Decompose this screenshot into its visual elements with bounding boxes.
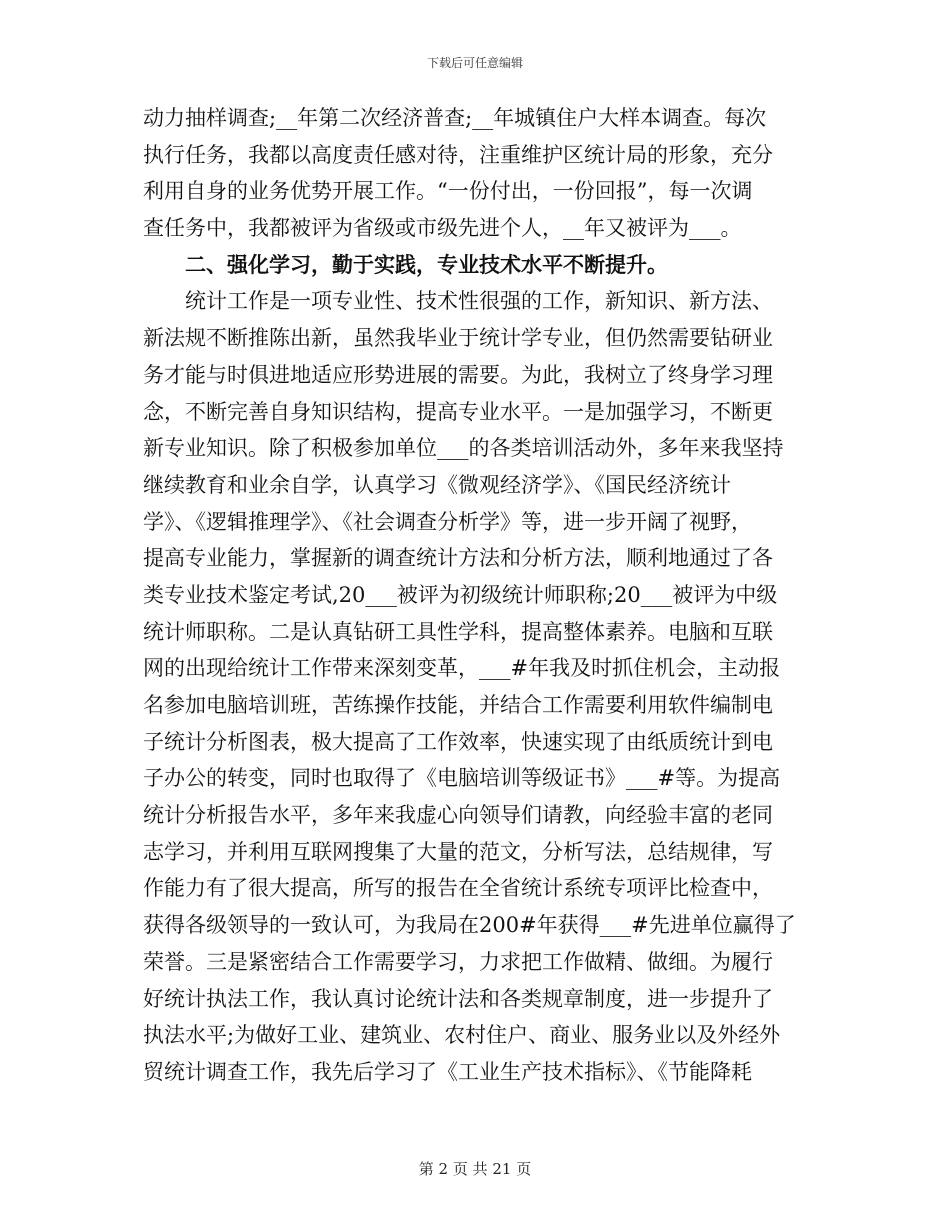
text-line: 名参加电脑培训班，苦练操作技能，并结合工作需要利用软件编制电 — [143, 693, 773, 717]
text-line: 新专业知识。除了积极参加单位___的各类培训活动外，多年来我坚持 — [143, 436, 784, 461]
text-line: 统计师职称。二是认真钻研工具性学科，提高整体素养。电脑和互联 — [143, 619, 773, 644]
text-line: 网的出现给统计工作带来深刻变革，___#年我及时抓住机会，主动报 — [143, 656, 781, 681]
page-header: 下载后可任意编辑 — [426, 56, 523, 70]
text-line: 子办公的转变，同时也取得了《电脑培训等级证书》___#等。为提高 — [143, 766, 781, 791]
section-heading: 二、强化学习，勤于实践，专业技术水平不断提升。 — [185, 251, 668, 277]
text-line: 学》、《逻辑推理学》、《社会调查分析学》等，进一步开阔了视野， — [143, 509, 752, 534]
text-line: 执法水平;为做好工业、建筑业、农村住户、商业、服务业以及外经外 — [143, 1023, 781, 1048]
text-line: 新法规不断推陈出新，虽然我毕业于统计学专业，但仍然需要钻研业 — [143, 326, 773, 351]
text-line: 执行任务，我都以高度责任感对待，注重维护区统计局的形象，充分 — [143, 142, 773, 167]
document-body — [143, 100, 815, 1091]
text-line: 统计分析报告水平，多年来我虚心向领导们请教，向经验丰富的老同 — [143, 803, 773, 828]
text-line: 念，不断完善自身知识结构，提高专业水平。一是加强学习，不断更 — [143, 399, 773, 424]
text-line: 动力抽样调查;__年第二次经济普查;__年城镇住户大样本调查。每次 — [143, 106, 767, 130]
page-number: 第 2 页 共 21 页 — [418, 1160, 532, 1178]
text-line: 作能力有了很大提高，所写的报告在全省统计系统专项评比检查中， — [143, 876, 773, 901]
text-line: 贸统计调查工作，我先后学习了《工业生产技术指标》、《节能降耗 — [143, 1059, 752, 1084]
text-line: 提高专业能力，掌握新的调查统计方法和分析方法，顺利地通过了各 — [143, 546, 773, 571]
text-line: 继续教育和业余自学，认真学习《微观经济学》、《国民经济统计 — [143, 472, 731, 497]
text-line: 利用自身的业务优势开展工作。“一份付出，一份回报”，每一次调 — [143, 179, 753, 204]
text-line: 荣誉。三是紧密结合工作需要学习，力求把工作做精、做细。为履行 — [143, 949, 773, 974]
text-line: 查任务中，我都被评为省级或市级先进个人，__年又被评为___。 — [143, 216, 742, 241]
text-line: 好统计执法工作，我认真讨论统计法和各类规章制度，进一步提升了 — [143, 986, 773, 1011]
text-line: 子统计分析图表，极大提高了工作效率，快速实现了由纸质统计到电 — [143, 729, 773, 754]
text-line: 务才能与时俱进地适应形势进展的需要。为此，我树立了终身学习理 — [143, 362, 773, 387]
text-line: 志学习，并利用互联网搜集了大量的范文，分析写法，总结规律，写 — [143, 839, 773, 864]
text-line: 获得各级领导的一致认可，为我局在200#年获得___#先进单位赢得了 — [143, 913, 796, 938]
text-line: 统计工作是一项专业性、技术性很强的工作，新知识、新方法、 — [185, 289, 773, 314]
text-line: 类专业技术鉴定考试,20___被评为初级统计师职称;20___被评为中级 — [143, 582, 778, 607]
